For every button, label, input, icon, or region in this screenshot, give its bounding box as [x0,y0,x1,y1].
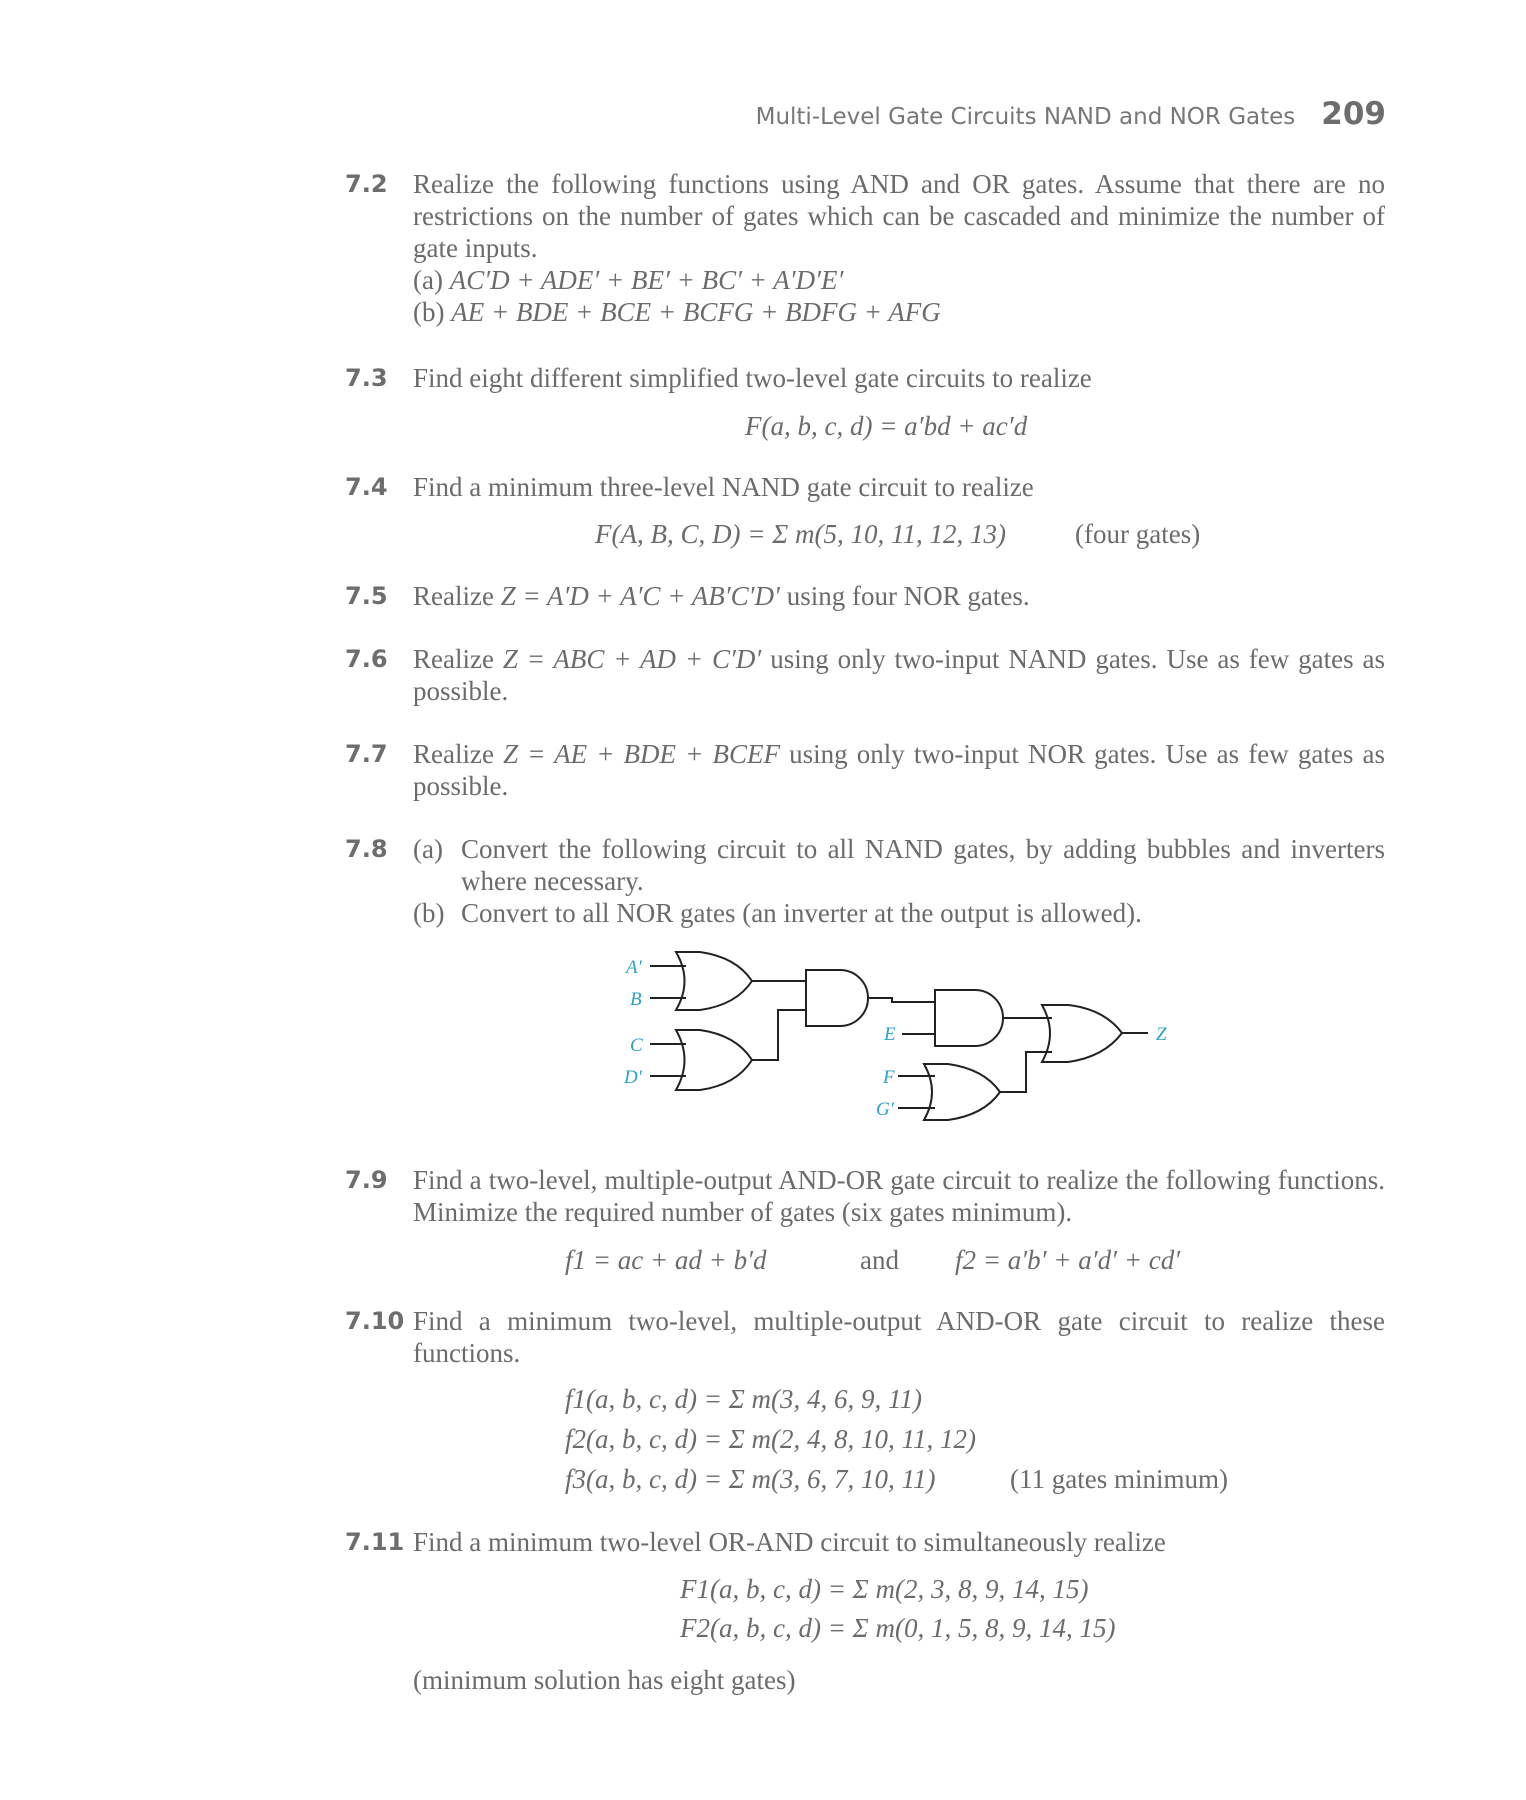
part-a [413,833,1385,897]
text-post: using four NOR gates. [779,581,1030,611]
label-d: D′ [624,1067,642,1088]
problem-text: Find a minimum three-level NAND gate circuit to realize [413,472,1034,502]
problem-number: 7.6 [345,645,388,673]
expression: Z = A′D + A′C + AB′C′D′ [500,581,780,611]
problem-number: 7.5 [345,582,388,610]
running-title: Multi-Level Gate Circuits NAND and NOR Gates [755,104,1296,130]
problem-number: 7.3 [345,364,388,392]
problem-7-4 [345,471,1385,503]
label-c: C [630,1035,643,1056]
gate-count-note: (four gates) [1075,519,1201,549]
problem-number: 7.10 [345,1307,405,1335]
wire-and1-and2 [868,998,935,1002]
solution-note: (minimum solution has eight gates) [413,1665,796,1695]
equation-f1: f1(a, b, c, d) = Σ m(3, 4, 6, 9, 11) [565,1384,922,1414]
label-a: A′ [626,957,642,978]
problem-7-10 [345,1305,1385,1369]
problem-number: 7.4 [345,473,388,501]
wire-or2-and1 [752,1010,806,1060]
conjunction: and [860,1245,899,1275]
part-label: (b) [413,898,445,928]
part-label: (a) [413,265,443,295]
page-number: 209 [1321,96,1386,132]
page-header [756,96,1386,132]
problem-7-11 [345,1526,1385,1558]
label-e: E [884,1024,896,1045]
part-label: (b) [413,297,445,327]
problem-number: 7.9 [345,1166,388,1194]
problem-number: 7.7 [345,740,388,768]
label-f: F [883,1067,895,1088]
problem-7-9 [345,1164,1385,1228]
problem-text: Find a minimum two-level, multiple-output AND-OR gate circuit to realize these functions. [413,1306,1385,1368]
problem-text [413,643,1385,707]
or-gate-4 [1042,1005,1122,1062]
text-pre: Realize [413,739,504,769]
equation-F2: F2(a, b, c, d) = Σ m(0, 1, 5, 8, 9, 14, 15) [680,1613,1116,1643]
equation: F(a, b, c, d) = a′bd + ac′d [745,411,1028,441]
or-gate-1 [676,952,752,1010]
and-gate-1 [806,970,868,1026]
problem-7-5 [345,580,1385,612]
equation-f2: f2 = a′b′ + a′d′ + cd′ [955,1245,1181,1275]
part-b [413,296,1385,328]
problem-7-3 [345,362,1385,394]
part-label: (a) [413,834,443,864]
problem-7-7 [345,738,1385,802]
text-post: using only two-input NAND gates. Use as few gates as possible. [413,644,1385,706]
part-b [413,897,1385,929]
or-gate-2 [676,1030,752,1090]
problem-number: 7.2 [345,170,388,198]
problem-text: Find eight different simplified two-level gate circuits to realize [413,363,1092,393]
problem-7-2 [345,168,1385,328]
equation-f1: f1 = ac + ad + b′d [565,1245,767,1275]
problem-text: Find a minimum two-level OR-AND circuit to simultaneously realize [413,1527,1166,1557]
equation-f2: f2(a, b, c, d) = Σ m(2, 4, 8, 10, 11, 12) [565,1424,976,1454]
label-g: G′ [876,1099,894,1120]
and-gate-2 [935,990,1003,1046]
problem-text [413,580,1385,612]
part-text: Convert the following circuit to all NAND gates, by adding bubbles and inverters where necessary. [461,834,1385,896]
gate-count-note: (11 gates minimum) [1010,1464,1228,1494]
problem-number: 7.11 [345,1528,405,1556]
equation-F1: F1(a, b, c, d) = Σ m(2, 3, 8, 9, 14, 15) [680,1574,1089,1604]
part-a [413,264,1385,296]
or-gate-3 [924,1064,1000,1120]
problem-7-6 [345,643,1385,707]
logic-circuit-diagram [600,940,1200,1140]
equation-f3: f3(a, b, c, d) = Σ m(3, 6, 7, 10, 11) [565,1464,936,1494]
text-post: using only two-input NOR gates. Use as few gates as possible. [413,739,1385,801]
problem-7-8 [345,833,1385,929]
equation: F(A, B, C, D) = Σ m(5, 10, 11, 12, 13) [595,519,1006,549]
problem-text: Find a two-level, multiple-output AND-OR gate circuit to realize the following functions. Minimize the required number of gates (six gates minimum). [413,1165,1385,1227]
problem-text [413,738,1385,802]
expression: AC′D + ADE′ + BE′ + BC′ + A′D′E′ [449,265,844,295]
expression: Z = AE + BDE + BCEF [503,739,781,769]
problem-text: Realize the following functions using AND and OR gates. Assume that there are no restrictions on the number of gates which can be cascaded and minimize the number of gate inputs. [413,169,1385,263]
expression: Z = ABC + AD + C′D′ [502,644,762,674]
label-b: B [630,989,642,1010]
problem-number: 7.8 [345,835,388,863]
text-pre: Realize [413,581,501,611]
expression: AE + BDE + BCE + BCFG + BDFG + AFG [451,297,941,327]
text-pre: Realize [413,644,503,674]
part-text: Convert to all NOR gates (an inverter at the output is allowed). [461,898,1142,928]
label-z: Z [1156,1024,1167,1045]
